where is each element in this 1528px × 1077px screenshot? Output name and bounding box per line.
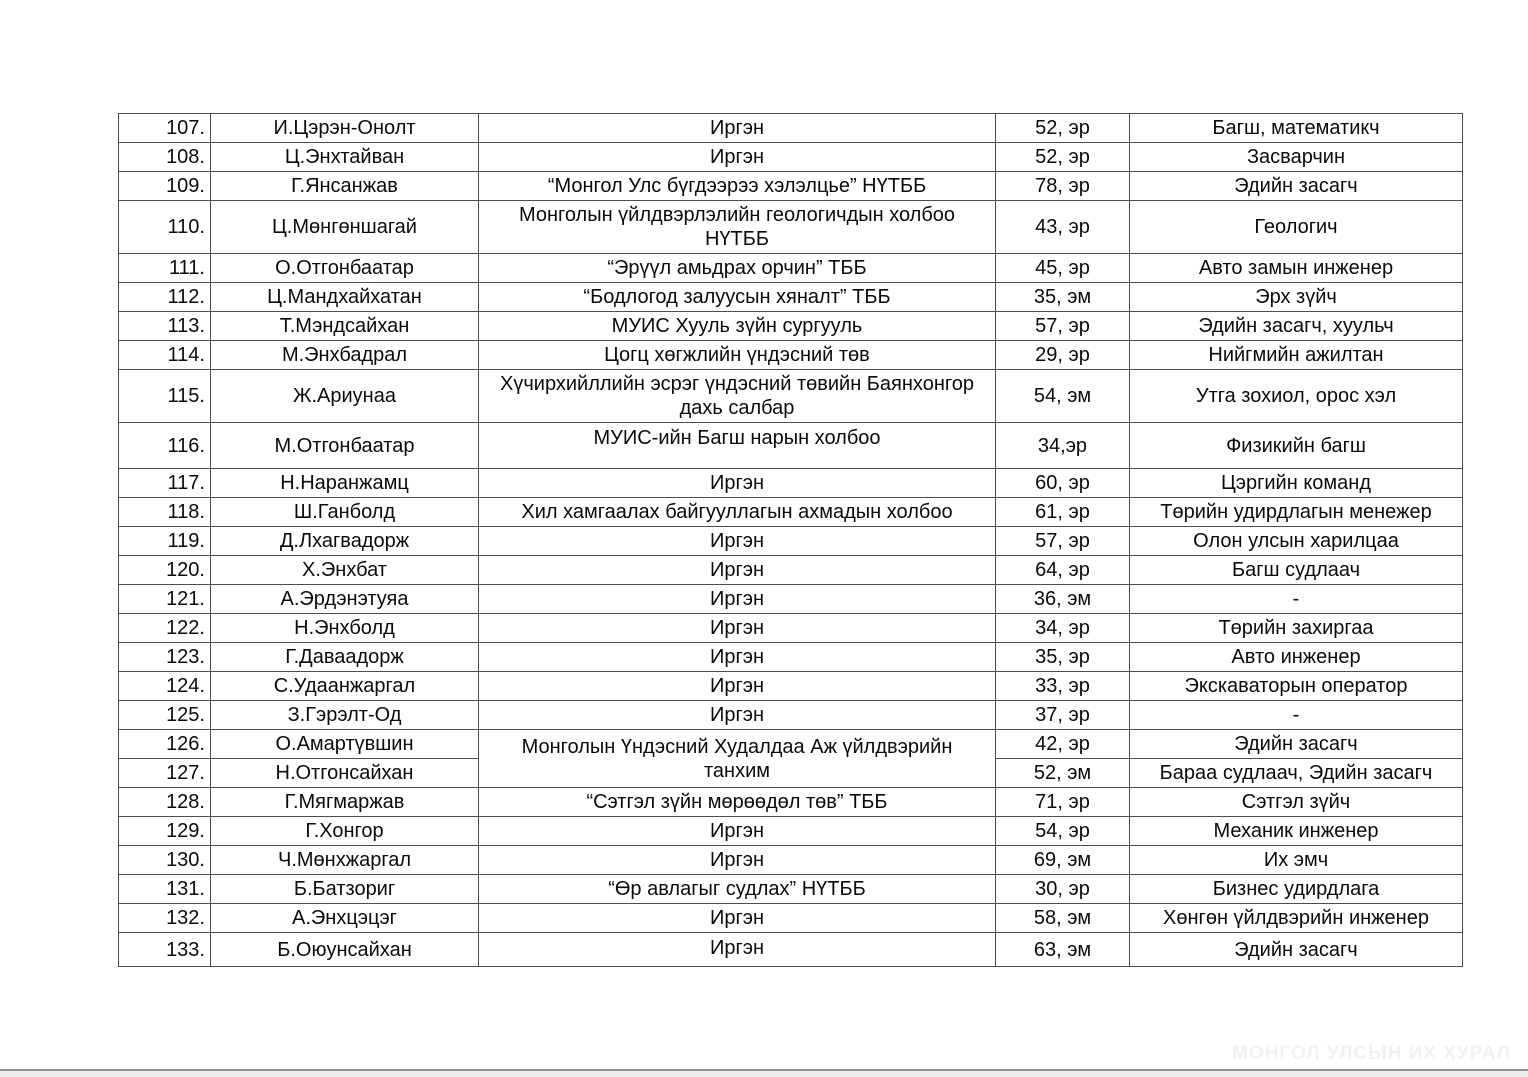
organization-cell: Иргэн — [479, 114, 996, 143]
profession-cell: Төрийн захиргаа — [1130, 614, 1463, 643]
organization-cell: Иргэн — [479, 701, 996, 730]
name-cell: О.Амартүвшин — [211, 730, 479, 759]
profession-cell: Нийгмийн ажилтан — [1130, 341, 1463, 370]
profession-cell: - — [1130, 701, 1463, 730]
name-cell: С.Удаанжаргал — [211, 672, 479, 701]
age-gender-cell: 54, эр — [996, 817, 1130, 846]
table-row — [119, 846, 1463, 875]
name-cell: Н.Наранжамц — [211, 469, 479, 498]
table-row — [119, 201, 1463, 254]
organization-cell: Иргэн — [479, 904, 996, 933]
age-gender-cell: 33, эр — [996, 672, 1130, 701]
name-cell: Г.Хонгор — [211, 817, 479, 846]
participants-table — [118, 113, 1463, 967]
profession-cell: Геологич — [1130, 201, 1463, 254]
age-gender-cell: 71, эр — [996, 788, 1130, 817]
age-gender-cell: 61, эр — [996, 498, 1130, 527]
organization-cell: Монголын үйлдвэрлэлийн геологичдын холбоо НҮТББ — [479, 201, 996, 254]
profession-cell: Багш судлаач — [1130, 556, 1463, 585]
organization-cell: Иргэн — [479, 846, 996, 875]
name-cell: Н.Энхболд — [211, 614, 479, 643]
profession-cell: Эрх зүйч — [1130, 283, 1463, 312]
table-row — [119, 788, 1463, 817]
organization-cell: МУИС Хууль зүйн сургууль — [479, 312, 996, 341]
profession-cell: Олон улсын харилцаа — [1130, 527, 1463, 556]
name-cell: М.Отгонбаатар — [211, 423, 479, 469]
profession-cell: Эдийн засагч — [1130, 933, 1463, 967]
organization-cell: “Эрүүл амьдрах орчин” ТББ — [479, 254, 996, 283]
name-cell: Г.Даваадорж — [211, 643, 479, 672]
table-row — [119, 817, 1463, 846]
row-number-cell: 112. — [119, 283, 211, 312]
organization-cell: Иргэн — [479, 672, 996, 701]
row-number-cell: 121. — [119, 585, 211, 614]
name-cell: Х.Энхбат — [211, 556, 479, 585]
profession-cell: Эдийн засагч, хуульч — [1130, 312, 1463, 341]
age-gender-cell: 57, эр — [996, 312, 1130, 341]
table-row — [119, 904, 1463, 933]
age-gender-cell: 29, эр — [996, 341, 1130, 370]
row-number-cell: 128. — [119, 788, 211, 817]
age-gender-cell: 64, эр — [996, 556, 1130, 585]
name-cell: Ш.Ганболд — [211, 498, 479, 527]
organization-cell: Цогц хөгжлийн үндэсний төв — [479, 341, 996, 370]
table-row — [119, 172, 1463, 201]
name-cell: Г.Янсанжав — [211, 172, 479, 201]
row-number-cell: 114. — [119, 341, 211, 370]
name-cell: М.Энхбадрал — [211, 341, 479, 370]
organization-cell: Иргэн — [479, 933, 996, 967]
organization-cell: Иргэн — [479, 614, 996, 643]
row-number-cell: 133. — [119, 933, 211, 967]
name-cell: А.Эрдэнэтуяа — [211, 585, 479, 614]
name-cell: Ц.Энхтайван — [211, 143, 479, 172]
age-gender-cell: 42, эр — [996, 730, 1130, 759]
organization-cell: “Монгол Улс бүгдээрээ хэлэлцье” НҮТББ — [479, 172, 996, 201]
organization-cell: Хил хамгаалах байгууллагын ахмадын холбоо — [479, 498, 996, 527]
table-row — [119, 254, 1463, 283]
organization-cell: “Бодлогод залуусын хяналт” ТББ — [479, 283, 996, 312]
row-number-cell: 115. — [119, 370, 211, 423]
row-number-cell: 119. — [119, 527, 211, 556]
row-number-cell: 122. — [119, 614, 211, 643]
bottom-edge-bar — [0, 1069, 1528, 1077]
row-number-cell: 120. — [119, 556, 211, 585]
age-gender-cell: 35, эр — [996, 643, 1130, 672]
organization-cell: Иргэн — [479, 817, 996, 846]
table-row — [119, 875, 1463, 904]
name-cell: Ж.Ариунаа — [211, 370, 479, 423]
profession-cell: Их эмч — [1130, 846, 1463, 875]
profession-cell: - — [1130, 585, 1463, 614]
row-number-cell: 118. — [119, 498, 211, 527]
age-gender-cell: 52, эр — [996, 114, 1130, 143]
age-gender-cell: 52, эм — [996, 759, 1130, 788]
organization-cell: Монголын Үндэсний Худалдаа Аж үйлдвэрийн танхим — [479, 730, 996, 788]
row-number-cell: 113. — [119, 312, 211, 341]
age-gender-cell: 37, эр — [996, 701, 1130, 730]
table-row — [119, 614, 1463, 643]
table-row — [119, 672, 1463, 701]
age-gender-cell: 57, эр — [996, 527, 1130, 556]
profession-cell: Багш, математикч — [1130, 114, 1463, 143]
name-cell: Ц.Мөнгөншагай — [211, 201, 479, 254]
age-gender-cell: 78, эр — [996, 172, 1130, 201]
age-gender-cell: 34,эр — [996, 423, 1130, 469]
table-row — [119, 423, 1463, 469]
table-row — [119, 114, 1463, 143]
profession-cell: Утга зохиол, орос хэл — [1130, 370, 1463, 423]
age-gender-cell: 60, эр — [996, 469, 1130, 498]
organization-cell: Иргэн — [479, 143, 996, 172]
row-number-cell: 125. — [119, 701, 211, 730]
name-cell: Т.Мэндсайхан — [211, 312, 479, 341]
profession-cell: Төрийн удирдлагын менежер — [1130, 498, 1463, 527]
organization-cell: Иргэн — [479, 643, 996, 672]
profession-cell: Авто инженер — [1130, 643, 1463, 672]
row-number-cell: 132. — [119, 904, 211, 933]
profession-cell: Бараа судлаач, Эдийн засагч — [1130, 759, 1463, 788]
age-gender-cell: 63, эм — [996, 933, 1130, 967]
profession-cell: Эдийн засагч — [1130, 730, 1463, 759]
row-number-cell: 127. — [119, 759, 211, 788]
row-number-cell: 117. — [119, 469, 211, 498]
name-cell: З.Гэрэлт-Од — [211, 701, 479, 730]
name-cell: Б.Оюунсайхан — [211, 933, 479, 967]
age-gender-cell: 54, эм — [996, 370, 1130, 423]
profession-cell: Эдийн засагч — [1130, 172, 1463, 201]
table-row — [119, 283, 1463, 312]
table-row — [119, 341, 1463, 370]
row-number-cell: 126. — [119, 730, 211, 759]
age-gender-cell: 36, эм — [996, 585, 1130, 614]
table-row — [119, 730, 1463, 759]
table-row — [119, 527, 1463, 556]
name-cell: Д.Лхагвадорж — [211, 527, 479, 556]
row-number-cell: 110. — [119, 201, 211, 254]
organization-cell: МУИС-ийн Багш нарын холбоо — [479, 423, 996, 469]
name-cell: Н.Отгонсайхан — [211, 759, 479, 788]
table-row — [119, 643, 1463, 672]
organization-cell: “Өр авлагыг судлах” НҮТББ — [479, 875, 996, 904]
row-number-cell: 131. — [119, 875, 211, 904]
row-number-cell: 124. — [119, 672, 211, 701]
row-number-cell: 108. — [119, 143, 211, 172]
age-gender-cell: 58, эм — [996, 904, 1130, 933]
age-gender-cell: 35, эм — [996, 283, 1130, 312]
profession-cell: Физикийн багш — [1130, 423, 1463, 469]
table-row — [119, 370, 1463, 423]
organization-cell: Иргэн — [479, 585, 996, 614]
name-cell: О.Отгонбаатар — [211, 254, 479, 283]
organization-cell: Иргэн — [479, 527, 996, 556]
profession-cell: Цэргийн команд — [1130, 469, 1463, 498]
row-number-cell: 107. — [119, 114, 211, 143]
profession-cell: Засварчин — [1130, 143, 1463, 172]
name-cell: Ч.Мөнхжаргал — [211, 846, 479, 875]
name-cell: Г.Мягмаржав — [211, 788, 479, 817]
age-gender-cell: 34, эр — [996, 614, 1130, 643]
name-cell: Б.Батзориг — [211, 875, 479, 904]
row-number-cell: 123. — [119, 643, 211, 672]
age-gender-cell: 43, эр — [996, 201, 1130, 254]
table-row — [119, 556, 1463, 585]
age-gender-cell: 52, эр — [996, 143, 1130, 172]
row-number-cell: 109. — [119, 172, 211, 201]
row-number-cell: 111. — [119, 254, 211, 283]
row-number-cell: 129. — [119, 817, 211, 846]
table-row — [119, 143, 1463, 172]
table-row — [119, 933, 1463, 967]
table-row — [119, 469, 1463, 498]
table-row — [119, 312, 1463, 341]
organization-cell: Хүчирхийллийн эсрэг үндэсний төвийн Баянхонгор дахь салбар — [479, 370, 996, 423]
row-number-cell: 116. — [119, 423, 211, 469]
profession-cell: Хөнгөн үйлдвэрийн инженер — [1130, 904, 1463, 933]
profession-cell: Авто замын инженер — [1130, 254, 1463, 283]
profession-cell: Сэтгэл зүйч — [1130, 788, 1463, 817]
parliament-watermark: МОНГОЛ УЛСЫН ИХ ХУРАЛ — [1232, 1043, 1511, 1064]
profession-cell: Экскаваторын оператор — [1130, 672, 1463, 701]
row-number-cell: 130. — [119, 846, 211, 875]
name-cell: Ц.Мандхайхатан — [211, 283, 479, 312]
organization-cell: Иргэн — [479, 469, 996, 498]
table-row — [119, 585, 1463, 614]
age-gender-cell: 30, эр — [996, 875, 1130, 904]
age-gender-cell: 69, эм — [996, 846, 1130, 875]
profession-cell: Бизнес удирдлага — [1130, 875, 1463, 904]
table-row — [119, 701, 1463, 730]
organization-cell: Иргэн — [479, 556, 996, 585]
organization-cell: “Сэтгэл зүйн мөрөөдөл төв” ТББ — [479, 788, 996, 817]
name-cell: А.Энхцэцэг — [211, 904, 479, 933]
age-gender-cell: 45, эр — [996, 254, 1130, 283]
table-row — [119, 498, 1463, 527]
profession-cell: Механик инженер — [1130, 817, 1463, 846]
name-cell: И.Цэрэн-Онолт — [211, 114, 479, 143]
